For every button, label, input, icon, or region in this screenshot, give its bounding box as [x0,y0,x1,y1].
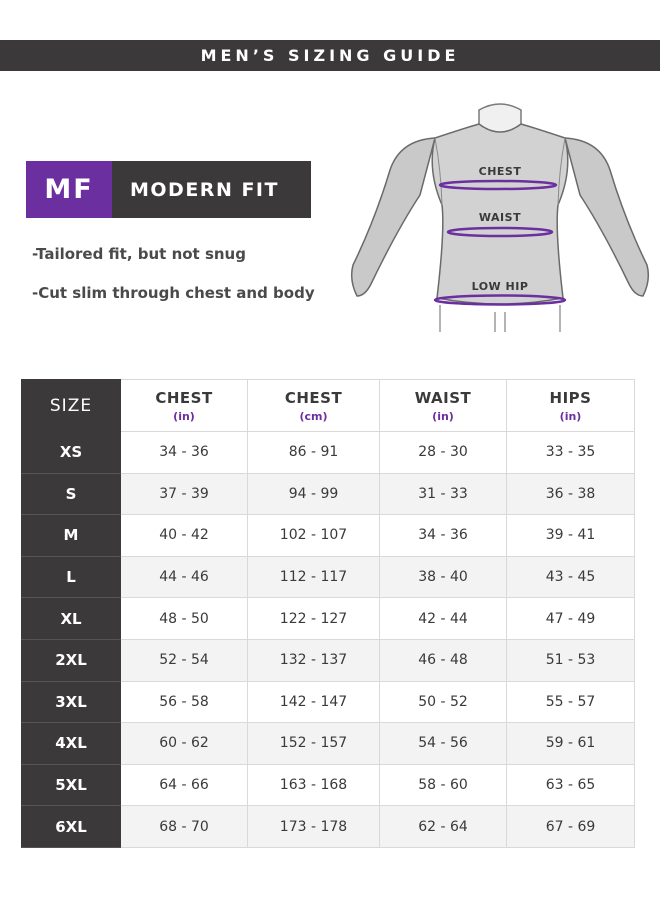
table-row [22,681,635,723]
waist-in-cell: 34 - 36 [380,515,507,557]
guide-title-bar [0,40,660,71]
shirt-left-sleeve [352,138,435,296]
hips-in-cell: 59 - 61 [507,723,635,765]
hips-in-cell: 67 - 69 [507,806,635,848]
chest-cm-cell: 94 - 99 [248,473,380,515]
column-title: HIPS [549,388,592,407]
chest-in-cell: 56 - 58 [121,681,248,723]
size-label: 6XL [22,806,121,848]
table-row [22,598,635,640]
waist-in-cell: 38 - 40 [380,556,507,598]
chest-in-cell: 64 - 66 [121,764,248,806]
chest-label: CHEST [478,165,522,178]
column-unit: (in) [173,409,195,423]
hips-in-cell: 63 - 65 [507,764,635,806]
size-label: 2XL [22,639,121,681]
chest-cm-cell: 112 - 117 [248,556,380,598]
shirt-measurement-diagram [345,100,655,335]
column-unit: (cm) [299,409,328,423]
size-label: 4XL [22,723,121,765]
size-label: XS [22,432,121,474]
chest-cm-cell: 132 - 137 [248,639,380,681]
table-row [22,639,635,681]
waist-in-cell: 62 - 64 [380,806,507,848]
size-label: L [22,556,121,598]
chest-cm-cell: 173 - 178 [248,806,380,848]
chest-in-cell: 40 - 42 [121,515,248,557]
chest-in-cell: 60 - 62 [121,723,248,765]
fit-note-1: -Tailored fit, but not snug [32,245,246,263]
hips-in-cell: 39 - 41 [507,515,635,557]
column-title: CHEST [155,388,213,407]
hips-in-cell: 51 - 53 [507,639,635,681]
chest-cm-cell: 102 - 107 [248,515,380,557]
size-label: S [22,473,121,515]
chest-in-header [121,380,248,432]
waist-in-cell: 42 - 44 [380,598,507,640]
fit-name: MODERN FIT [130,178,279,201]
hips-in-header [507,380,635,432]
waist-in-cell: 28 - 30 [380,432,507,474]
fit-code: MF [26,161,112,218]
hips-in-cell: 33 - 35 [507,432,635,474]
chest-cm-header [248,380,380,432]
fit-note-2: -Cut slim through chest and body [32,284,315,302]
waist-in-cell: 50 - 52 [380,681,507,723]
column-title: WAIST [414,388,472,407]
pants-outline [440,305,560,332]
table-row [22,806,635,848]
hips-in-cell: 36 - 38 [507,473,635,515]
chest-in-cell: 52 - 54 [121,639,248,681]
waist-label: WAIST [478,211,522,224]
hips-in-cell: 43 - 45 [507,556,635,598]
fit-badge [26,161,311,218]
hips-in-cell: 55 - 57 [507,681,635,723]
chest-cm-cell: 142 - 147 [248,681,380,723]
chest-in-cell: 34 - 36 [121,432,248,474]
chest-in-cell: 44 - 46 [121,556,248,598]
size-label: 3XL [22,681,121,723]
waist-in-cell: 31 - 33 [380,473,507,515]
low-hip-label: LOW HIP [471,280,529,293]
size-label: M [22,515,121,557]
guide-title: MEN’S SIZING GUIDE [200,46,460,65]
size-chart-table [21,379,635,848]
chest-cm-cell: 122 - 127 [248,598,380,640]
table-row [22,515,635,557]
chest-in-cell: 37 - 39 [121,473,248,515]
table-row [22,473,635,515]
hips-in-cell: 47 - 49 [507,598,635,640]
size-column-header: SIZE [22,380,121,432]
shirt-right-sleeve [565,138,648,296]
column-unit: (in) [559,409,582,423]
waist-in-cell: 54 - 56 [380,723,507,765]
waist-in-cell: 46 - 48 [380,639,507,681]
table-header-row [22,380,635,432]
size-label: 5XL [22,764,121,806]
chest-in-cell: 68 - 70 [121,806,248,848]
table-row [22,764,635,806]
waist-in-cell: 58 - 60 [380,764,507,806]
table-row [22,556,635,598]
column-unit: (in) [432,409,454,423]
chest-in-cell: 48 - 50 [121,598,248,640]
chest-cm-cell: 86 - 91 [248,432,380,474]
size-label: XL [22,598,121,640]
column-title: CHEST [284,388,343,407]
waist-in-header [380,380,507,432]
chest-cm-cell: 152 - 157 [248,723,380,765]
chest-cm-cell: 163 - 168 [248,764,380,806]
table-row [22,723,635,765]
table-row [22,432,635,474]
